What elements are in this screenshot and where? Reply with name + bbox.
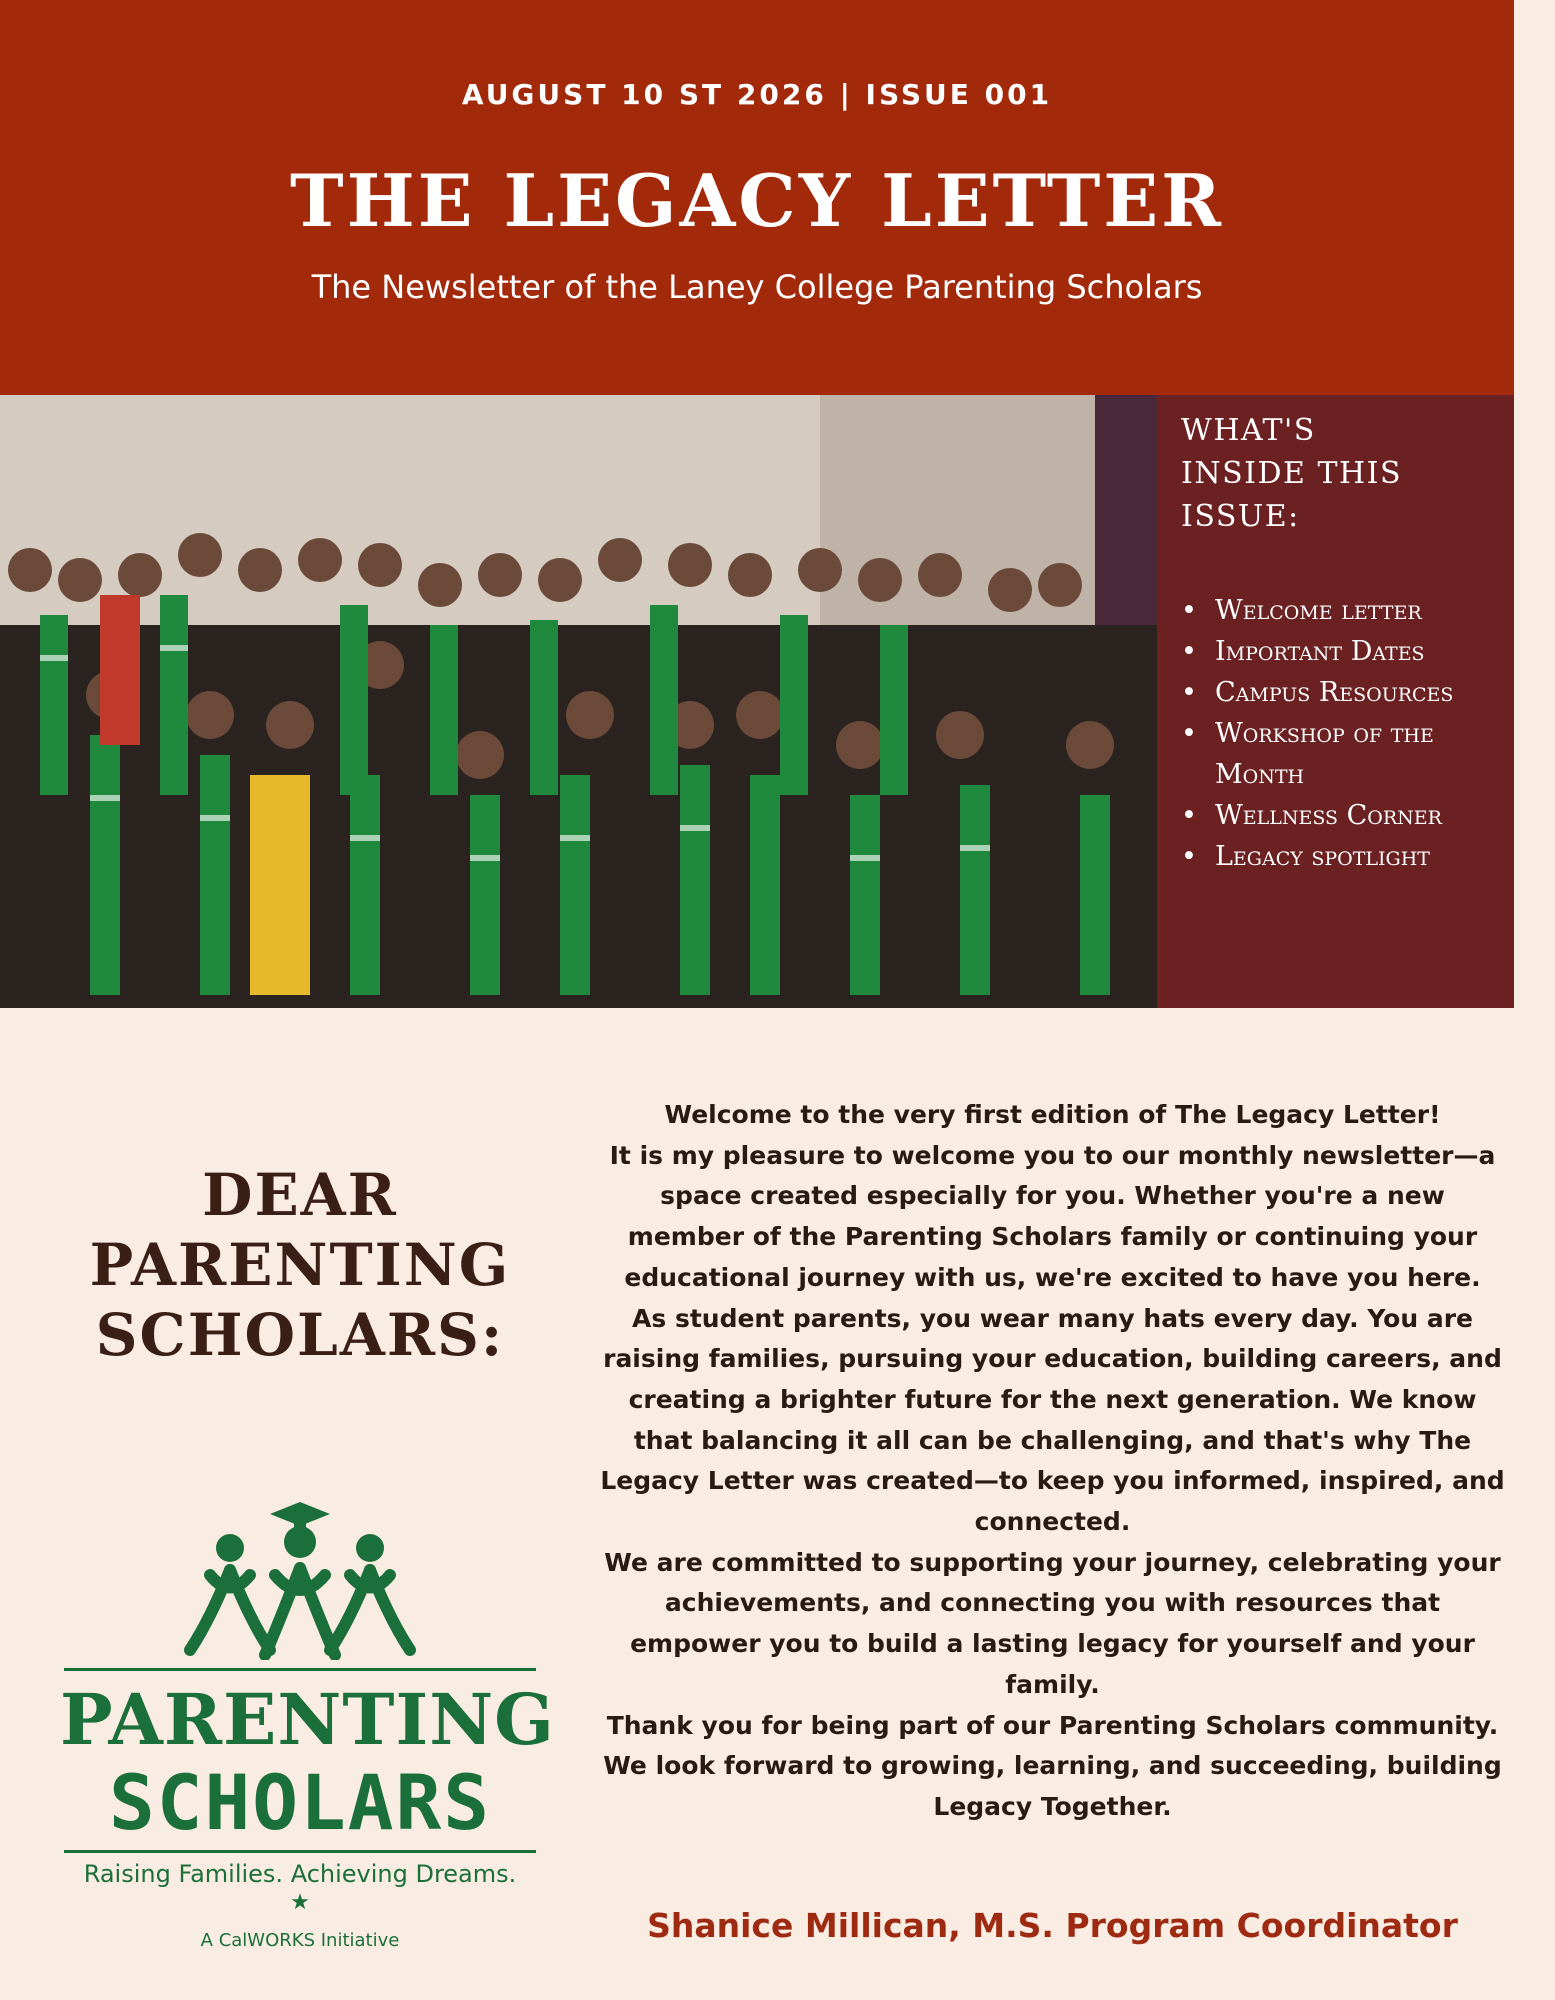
logo-rule-bottom: [64, 1850, 536, 1853]
issue-line: AUGUST 10 ST 2026 | ISSUE 001: [461, 78, 1053, 111]
inside-heading: WHAT'S INSIDE THIS ISSUE:: [1181, 413, 1403, 534]
contents-list: [1181, 590, 1514, 877]
letter-paragraph: Welcome to the very first edition of The Legacy Letter!: [664, 1100, 1441, 1129]
greeting-heading: DEAR PARENTING SCHOLARS:: [89, 1161, 511, 1369]
letter-paragraph: Thank you for being part of our Parenting Scholars community. We look forward to growing, learning, and succeeding, building Legacy Together.: [603, 1710, 1502, 1821]
letter-paragraph: We are committed to supporting your journey, celebrating your achievements, and connecting you with resources that empower you to build a lasting legacy for yourself and your family.: [604, 1547, 1501, 1699]
contents-item: • Legacy spotlight: [1181, 836, 1514, 877]
bullet-icon: •: [1181, 718, 1197, 749]
group-photo: [0, 395, 1157, 1008]
contents-item: • Workshop of the Month: [1181, 713, 1514, 795]
letter-paragraph: As student parents, you wear many hats every day. You are raising families, pursuing your education, building careers, and creating a brighter future for the next generation. We know that balancing it all can be challenging, and that's why The Legacy Letter was created—to keep you informed, inspired, and connected.: [600, 1303, 1505, 1537]
logo-word-scholars: SCHOLARS: [108, 1758, 492, 1847]
page-margin-strip: [1514, 0, 1555, 2000]
logo-rule-top: [64, 1668, 536, 1671]
welcome-letter: [600, 1095, 1505, 1828]
group-photo-illustration: [0, 395, 1157, 1008]
bullet-icon: •: [1181, 800, 1197, 831]
bullet-icon: •: [1181, 636, 1197, 667]
star-icon: ★: [290, 1890, 310, 1915]
parenting-scholars-logo: [60, 1500, 555, 1960]
bullet-icon: •: [1181, 677, 1197, 708]
letter-paragraph: It is my pleasure to welcome you to our monthly newsletter—a space created especially for you. Whether you're a new member of the Parenting Scholars family or continuing your educational journey with us, we're excited to have you here.: [609, 1140, 1496, 1292]
newsletter-title: THE LEGACY LETTER: [290, 158, 1224, 243]
masthead: [0, 0, 1514, 395]
contents-item: • Welcome letter: [1181, 590, 1514, 631]
logo-tagline: Raising Families. Achieving Dreams.: [83, 1860, 517, 1888]
contents-item: • Important Dates: [1181, 631, 1514, 672]
bullet-icon: •: [1181, 595, 1197, 626]
contents-item: • Campus Resources: [1181, 672, 1514, 713]
newsletter-subtitle: The Newsletter of the Laney College Parenting Scholars: [311, 268, 1203, 306]
family-figures-icon: [170, 1500, 430, 1660]
logo-initiative: A CalWORKS Initiative: [200, 1930, 400, 1951]
bullet-icon: •: [1181, 841, 1197, 872]
contents-item: • Wellness Corner: [1181, 795, 1514, 836]
logo-word-parenting: PARENTING: [60, 1678, 555, 1761]
inside-this-issue-panel: [1157, 395, 1514, 1008]
letter-signature: Shanice Millican, M.S. Program Coordinator: [647, 1906, 1458, 1945]
